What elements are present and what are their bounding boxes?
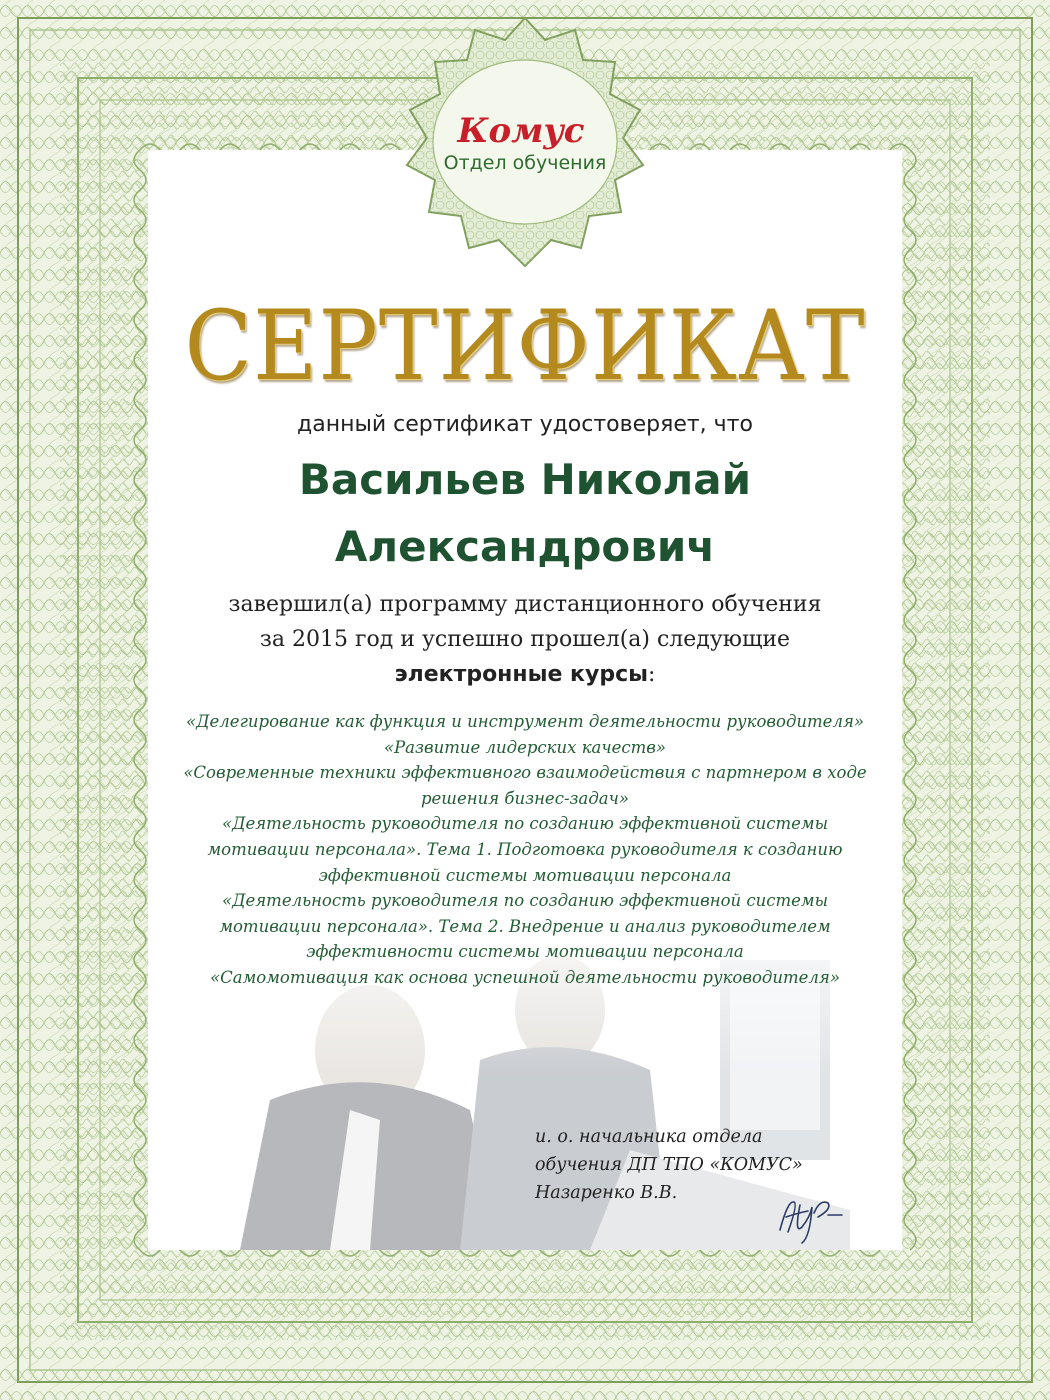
course-line: эффективности системы мотивации персонала xyxy=(306,942,744,962)
course-line: решения бизнес-задач» xyxy=(420,788,630,808)
completion-text: завершил(а) программу дистанционного обучения xyxy=(228,592,822,617)
komus-logo xyxy=(436,108,606,152)
svg-text:Комус: Комус xyxy=(457,111,585,151)
course-line: «Делегирование как функция и инструмент деятельности руководителя» xyxy=(186,712,864,731)
courses-list xyxy=(150,709,900,991)
page-title: СЕРТИФИКАТ xyxy=(184,290,866,402)
course-line: «Современные техники эффективного взаимодействия с партнером в ходе xyxy=(183,763,867,783)
completion-text: за 2015 год и успешно прошел(а) следующие xyxy=(259,627,791,652)
recipient-patronymic: Александрович xyxy=(334,522,716,571)
handwritten-signature xyxy=(770,1185,850,1245)
intro-text: данный сертификат удостоверяет, что xyxy=(297,412,753,437)
course-line: «Самомотивация как основа успешной деятельности руководителя» xyxy=(210,967,840,987)
signatory-position: и. о. начальника отдела xyxy=(535,1127,763,1147)
recipient-name: Васильев Николай xyxy=(298,455,752,504)
signatory-organization: обучения ДП ТПО «КОМУС» xyxy=(535,1155,803,1175)
completion-text xyxy=(0,662,1050,687)
course-line: мотивации персонала». Тема 2. Внедрение и анализ руководителем xyxy=(219,916,831,936)
signatory-name: Назаренко В.В. xyxy=(535,1183,678,1203)
courses-heading: электронные курсы xyxy=(394,662,649,687)
course-line: «Деятельность руководителя по созданию эффективной системы xyxy=(221,814,829,834)
course-line: «Деятельность руководителя по созданию эффективной системы xyxy=(221,891,829,911)
course-line: эффективной системы мотивации персонала xyxy=(318,865,732,885)
course-line: мотивации персонала». Тема 1. Подготовка руководителя к созданию xyxy=(207,839,843,859)
courses-colon: : xyxy=(648,662,656,687)
course-line: «Развитие лидерских качеств» xyxy=(383,737,667,757)
logo-subtitle: Отдел обучения xyxy=(443,152,607,174)
